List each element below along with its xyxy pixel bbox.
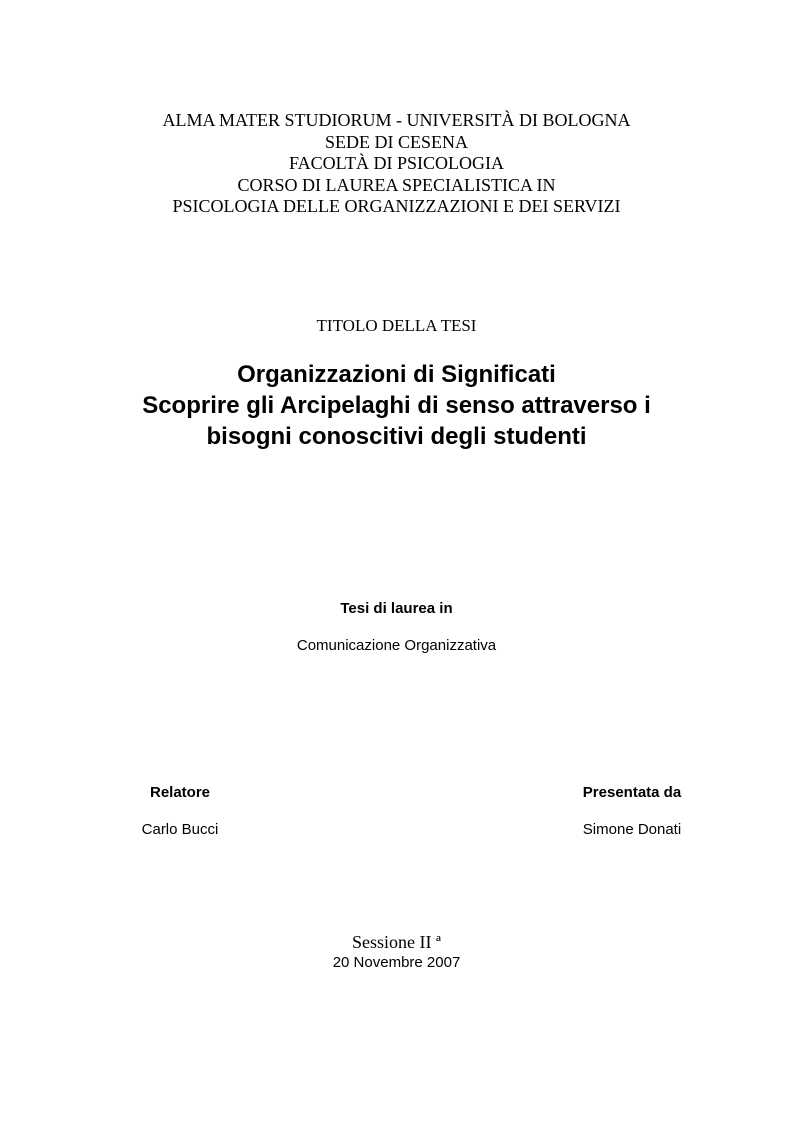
supervisor-name: Carlo Bucci [141,821,219,838]
subject-label: Tesi di laurea in [340,600,453,617]
campus-name: SEDE DI CESENA [325,131,468,152]
university-name: ALMA MATER STUDIORUM - UNIVERSITÀ DI BOLOGNA [162,110,631,130]
degree-course-line-2: PSICOLOGIA DELLE ORGANIZZAZIONI E DEI SERVIZI [172,196,621,216]
supervisor-label: Relatore [149,784,211,801]
thesis-title [0,359,793,452]
session-date: 20 Novembre 2007 [332,954,461,971]
supervisor-block [120,784,240,841]
candidate-label: Presentata da [582,784,682,801]
faculty-name: FACOLTÀ DI PSICOLOGIA [288,153,504,173]
candidate-block [560,784,704,841]
subject-name: Comunicazione Organizzativa [296,637,497,654]
thesis-title-line-1: Organizzazioni di Significati [237,361,556,388]
session-label: Sessione II ª [352,932,441,952]
degree-course-line-1: CORSO DI LAUREA SPECIALISTICA IN [237,174,556,195]
university-header [0,110,793,218]
thesis-title-line-2: Scoprire gli Arcipelaghi di senso attraverso i [142,392,651,419]
candidate-name: Simone Donati [582,821,682,838]
thesis-title-line-3: bisogni conoscitivi degli studenti [206,423,587,450]
thesis-title-label: TITOLO DELLA TESI [316,316,477,335]
